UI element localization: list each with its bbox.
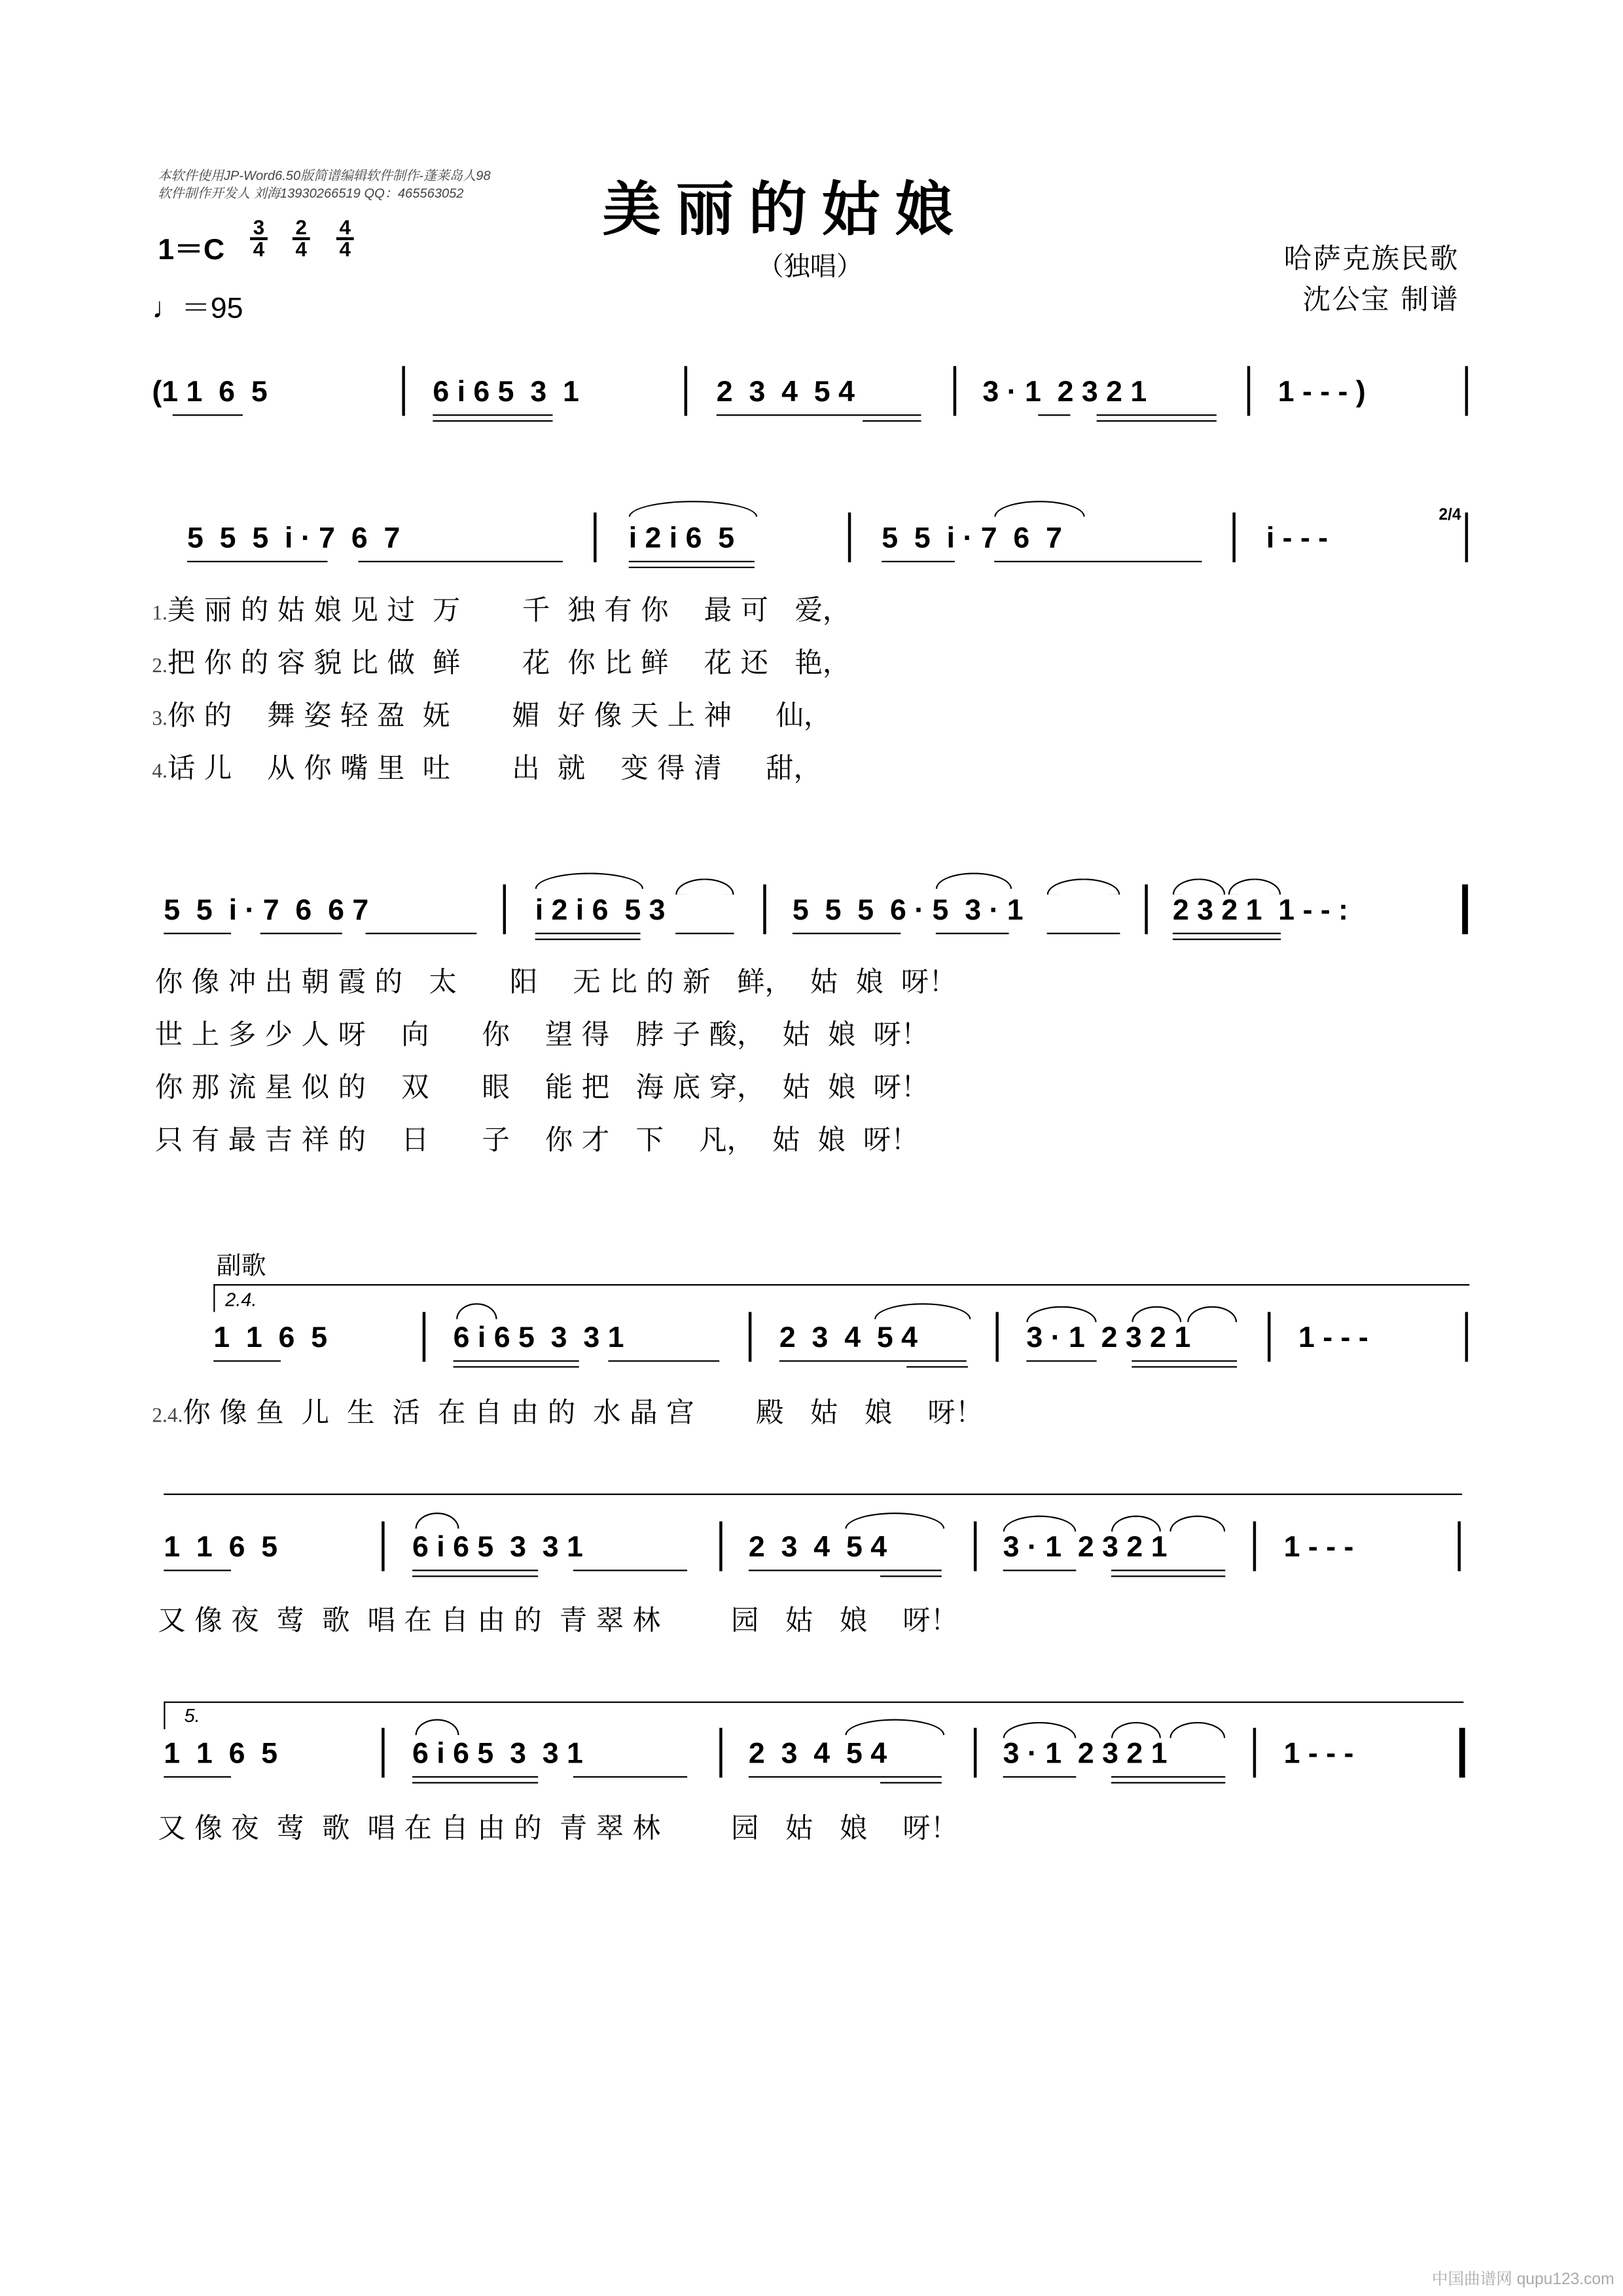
underline bbox=[779, 1360, 967, 1361]
measure: 1 1 6 5 bbox=[164, 1532, 278, 1564]
measure: 6 i 6 5 3 3 1 bbox=[412, 1532, 583, 1564]
volta-bracket bbox=[164, 1702, 1463, 1730]
measure: 5 5 5 i · 7 6 7 bbox=[187, 522, 401, 555]
measure: 3 · 1 2 3 2 1 bbox=[1003, 1738, 1168, 1770]
underline bbox=[535, 933, 641, 934]
slur bbox=[629, 501, 758, 517]
measure: 5 5 i · 7 6 6 7 bbox=[164, 894, 369, 927]
software-credit-line-1: 本软件使用JP-Word6.50版简谱编辑软件制作-蓬莱岛人98 bbox=[158, 168, 491, 183]
volta-label: 2.4. bbox=[225, 1288, 257, 1311]
volta-label: 5. bbox=[184, 1704, 200, 1727]
measure: 2 3 4 5 4 bbox=[748, 1738, 887, 1770]
barline bbox=[974, 1728, 976, 1778]
system-verse-a bbox=[0, 507, 1623, 579]
measure: 5 5 5 6 · 5 3 · 1 bbox=[792, 894, 1024, 927]
barline bbox=[382, 1521, 384, 1571]
barline bbox=[685, 366, 687, 416]
measure: 2 3 4 5 4 bbox=[779, 1322, 918, 1355]
lyric-line: 3.你 的 舞 姿 轻 盈 妩 媚 好 像 天 上 神 仙， bbox=[152, 700, 832, 732]
underline bbox=[573, 1570, 687, 1571]
measure: 6 i 6 5 3 1 bbox=[433, 376, 579, 409]
measure: 1 - - - bbox=[1283, 1532, 1354, 1564]
underline bbox=[749, 1776, 942, 1778]
barline bbox=[1268, 1312, 1270, 1362]
measure: 3 · 1 2 3 2 1 bbox=[1003, 1532, 1168, 1564]
barline bbox=[382, 1728, 384, 1778]
system-intro bbox=[0, 375, 1623, 433]
underline bbox=[454, 1360, 579, 1361]
site-watermark: 中国曲谱网 qupu123.com bbox=[1431, 2270, 1614, 2289]
barline bbox=[503, 884, 506, 934]
lyric-line: 你 那 流 星 似 的 双 眼 能 把 海 底 穿， 姑 娘 呀！ bbox=[154, 1071, 929, 1104]
measure: i - - - bbox=[1266, 522, 1329, 555]
underline bbox=[1111, 1575, 1225, 1577]
lyric-line: 又 像 夜 莺 歌 唱 在 自 由 的 青 翠 林 园 姑 娘 呀！ bbox=[158, 1604, 959, 1638]
measure: 1 - - - ) bbox=[1277, 376, 1366, 409]
measure: 1 - - - bbox=[1298, 1322, 1368, 1355]
time-signature-4-4: 4 4 bbox=[336, 218, 354, 259]
page-title: 美丽的姑娘 bbox=[602, 175, 969, 245]
underline bbox=[173, 414, 243, 416]
barline bbox=[1253, 1521, 1256, 1571]
lyric-line: 2.把 你 的 容 貌 比 做 鲜 花 你 比 鲜 花 还 艳， bbox=[152, 647, 851, 680]
measure: 3 · 1 2 3 2 1 bbox=[982, 376, 1147, 409]
barline bbox=[1465, 512, 1468, 562]
slur bbox=[675, 878, 734, 895]
slur bbox=[1173, 878, 1225, 895]
barline bbox=[763, 884, 766, 934]
section-label: 副歌 bbox=[216, 1251, 266, 1280]
underline bbox=[1111, 1776, 1225, 1778]
measure: 3 · 1 2 3 2 1 bbox=[1026, 1322, 1191, 1355]
slur bbox=[1047, 878, 1120, 895]
source-label: 哈萨克族民歌 bbox=[1283, 243, 1459, 276]
lyric-line: 1.美 丽 的 姑 娘 见 过 万 千 独 有 你 最 可 爱， bbox=[152, 594, 851, 627]
barline bbox=[719, 1521, 722, 1571]
barline bbox=[1145, 884, 1147, 934]
barline bbox=[719, 1728, 722, 1778]
volta-bracket bbox=[213, 1284, 1469, 1312]
underline bbox=[1003, 1776, 1077, 1778]
underline bbox=[936, 933, 1009, 934]
lyric-line: 世 上 多 少 人 呀 向 你 望 得 脖 子 酸， 姑 娘 呀！ bbox=[154, 1019, 929, 1052]
underline bbox=[1026, 1360, 1096, 1361]
system-chorus-3 bbox=[0, 1736, 1623, 1795]
lyric-line: 你 像 冲 出 朝 霞 的 太 阳 无 比 的 新 鲜， 姑 娘 呀！ bbox=[154, 966, 957, 999]
measure: 2 3 2 1 1 - - : bbox=[1172, 894, 1349, 927]
underline bbox=[1097, 414, 1217, 416]
underline bbox=[366, 933, 477, 934]
arranger-label: 沈公宝 制谱 bbox=[1302, 284, 1459, 317]
final-barline bbox=[1462, 884, 1468, 934]
underline bbox=[882, 561, 955, 562]
underline bbox=[187, 561, 327, 562]
barline bbox=[749, 1312, 751, 1362]
underline bbox=[629, 567, 755, 568]
tempo-marking: ♩＝95 bbox=[152, 293, 243, 325]
underline bbox=[454, 1366, 579, 1367]
underline bbox=[213, 1360, 281, 1361]
system-chorus-2 bbox=[0, 1530, 1623, 1588]
underline bbox=[1132, 1366, 1237, 1367]
quarter-note-icon: ♩ bbox=[152, 293, 182, 325]
barline bbox=[995, 1312, 998, 1362]
meter-change: 2/4 bbox=[1438, 507, 1461, 524]
underline bbox=[1097, 420, 1217, 422]
underline bbox=[675, 933, 734, 934]
underline bbox=[880, 1782, 942, 1784]
underline bbox=[573, 1776, 687, 1778]
barline bbox=[1253, 1728, 1256, 1778]
key-signature: 1＝C bbox=[158, 234, 225, 267]
underline bbox=[260, 933, 342, 934]
time-signature-2-4: 2 4 bbox=[293, 218, 310, 259]
system-verse-b bbox=[0, 893, 1623, 952]
lyric-line: 2.4.你 像 鱼 儿 生 活 在 自 由 的 水 晶 宫 殿 姑 娘 呀！ bbox=[152, 1397, 984, 1429]
underline bbox=[535, 939, 641, 940]
underline bbox=[1173, 939, 1281, 940]
lyric-line: 只 有 最 吉 祥 的 日 子 你 才 下 凡， 姑 娘 呀！ bbox=[154, 1124, 919, 1157]
slur bbox=[936, 872, 1012, 889]
underline bbox=[1132, 1360, 1237, 1361]
barline bbox=[594, 512, 596, 562]
measure: 6 i 6 5 3 3 1 bbox=[412, 1738, 583, 1770]
measure: 6 i 6 5 3 3 1 bbox=[453, 1322, 624, 1355]
underline bbox=[608, 1360, 719, 1361]
underline bbox=[717, 414, 921, 416]
underline bbox=[906, 1366, 968, 1367]
underline bbox=[1047, 933, 1120, 934]
underline bbox=[358, 561, 563, 562]
double-barline bbox=[1457, 1521, 1460, 1571]
system-top-line bbox=[164, 1494, 1462, 1522]
measure: 2 3 4 5 4 bbox=[748, 1532, 887, 1564]
barline bbox=[423, 1312, 425, 1362]
barline bbox=[954, 366, 956, 416]
slur bbox=[535, 872, 643, 889]
underline bbox=[433, 414, 552, 416]
lyric-line: 又 像 夜 莺 歌 唱 在 自 由 的 青 翠 林 园 姑 娘 呀！ bbox=[158, 1812, 959, 1845]
underline bbox=[164, 933, 231, 934]
underline bbox=[412, 1782, 538, 1784]
measure: 1 1 6 5 bbox=[164, 1738, 278, 1770]
measure: 5 5 i · 7 6 7 bbox=[882, 522, 1062, 555]
underline bbox=[412, 1776, 538, 1778]
underline bbox=[749, 1570, 942, 1571]
barline bbox=[1232, 512, 1235, 562]
underline bbox=[994, 561, 1202, 562]
underline bbox=[164, 1570, 231, 1571]
lyric-line: 4.话 儿 从 你 嘴 里 吐 出 就 变 得 清 甜， bbox=[152, 752, 821, 785]
underline bbox=[880, 1575, 942, 1577]
measure: i 2 i 6 5 bbox=[628, 522, 735, 555]
barline bbox=[402, 366, 404, 416]
barline bbox=[1465, 366, 1468, 416]
underline bbox=[1173, 933, 1281, 934]
barline bbox=[1247, 366, 1250, 416]
underline bbox=[1111, 1782, 1225, 1784]
software-credit-line-2: 软件制作开发人 刘海13930266519 QQ：465563052 bbox=[158, 186, 464, 201]
slur bbox=[994, 501, 1085, 517]
underline bbox=[164, 1776, 231, 1778]
underline bbox=[1038, 414, 1070, 416]
final-barline bbox=[1459, 1728, 1465, 1778]
barline bbox=[1465, 1312, 1468, 1362]
underline bbox=[412, 1575, 538, 1577]
underline bbox=[433, 420, 552, 422]
measure: 2 3 4 5 4 bbox=[716, 376, 855, 409]
subtitle: （独唱） bbox=[757, 251, 863, 283]
measure: (1 1 6 5 bbox=[152, 376, 268, 409]
barline bbox=[848, 512, 851, 562]
slur bbox=[1228, 878, 1281, 895]
underline bbox=[863, 420, 921, 422]
underline bbox=[793, 933, 901, 934]
underline bbox=[1003, 1570, 1077, 1571]
underline bbox=[629, 561, 755, 562]
measure: 1 1 6 5 bbox=[213, 1322, 328, 1355]
time-signature-3-4: 3 4 bbox=[250, 218, 268, 259]
system-chorus-1 bbox=[0, 1321, 1623, 1379]
barline bbox=[974, 1521, 976, 1571]
underline bbox=[412, 1570, 538, 1571]
underline bbox=[1111, 1570, 1225, 1571]
measure: 1 - - - bbox=[1283, 1738, 1354, 1770]
measure: i 2 i 6 5 3 bbox=[535, 894, 666, 927]
